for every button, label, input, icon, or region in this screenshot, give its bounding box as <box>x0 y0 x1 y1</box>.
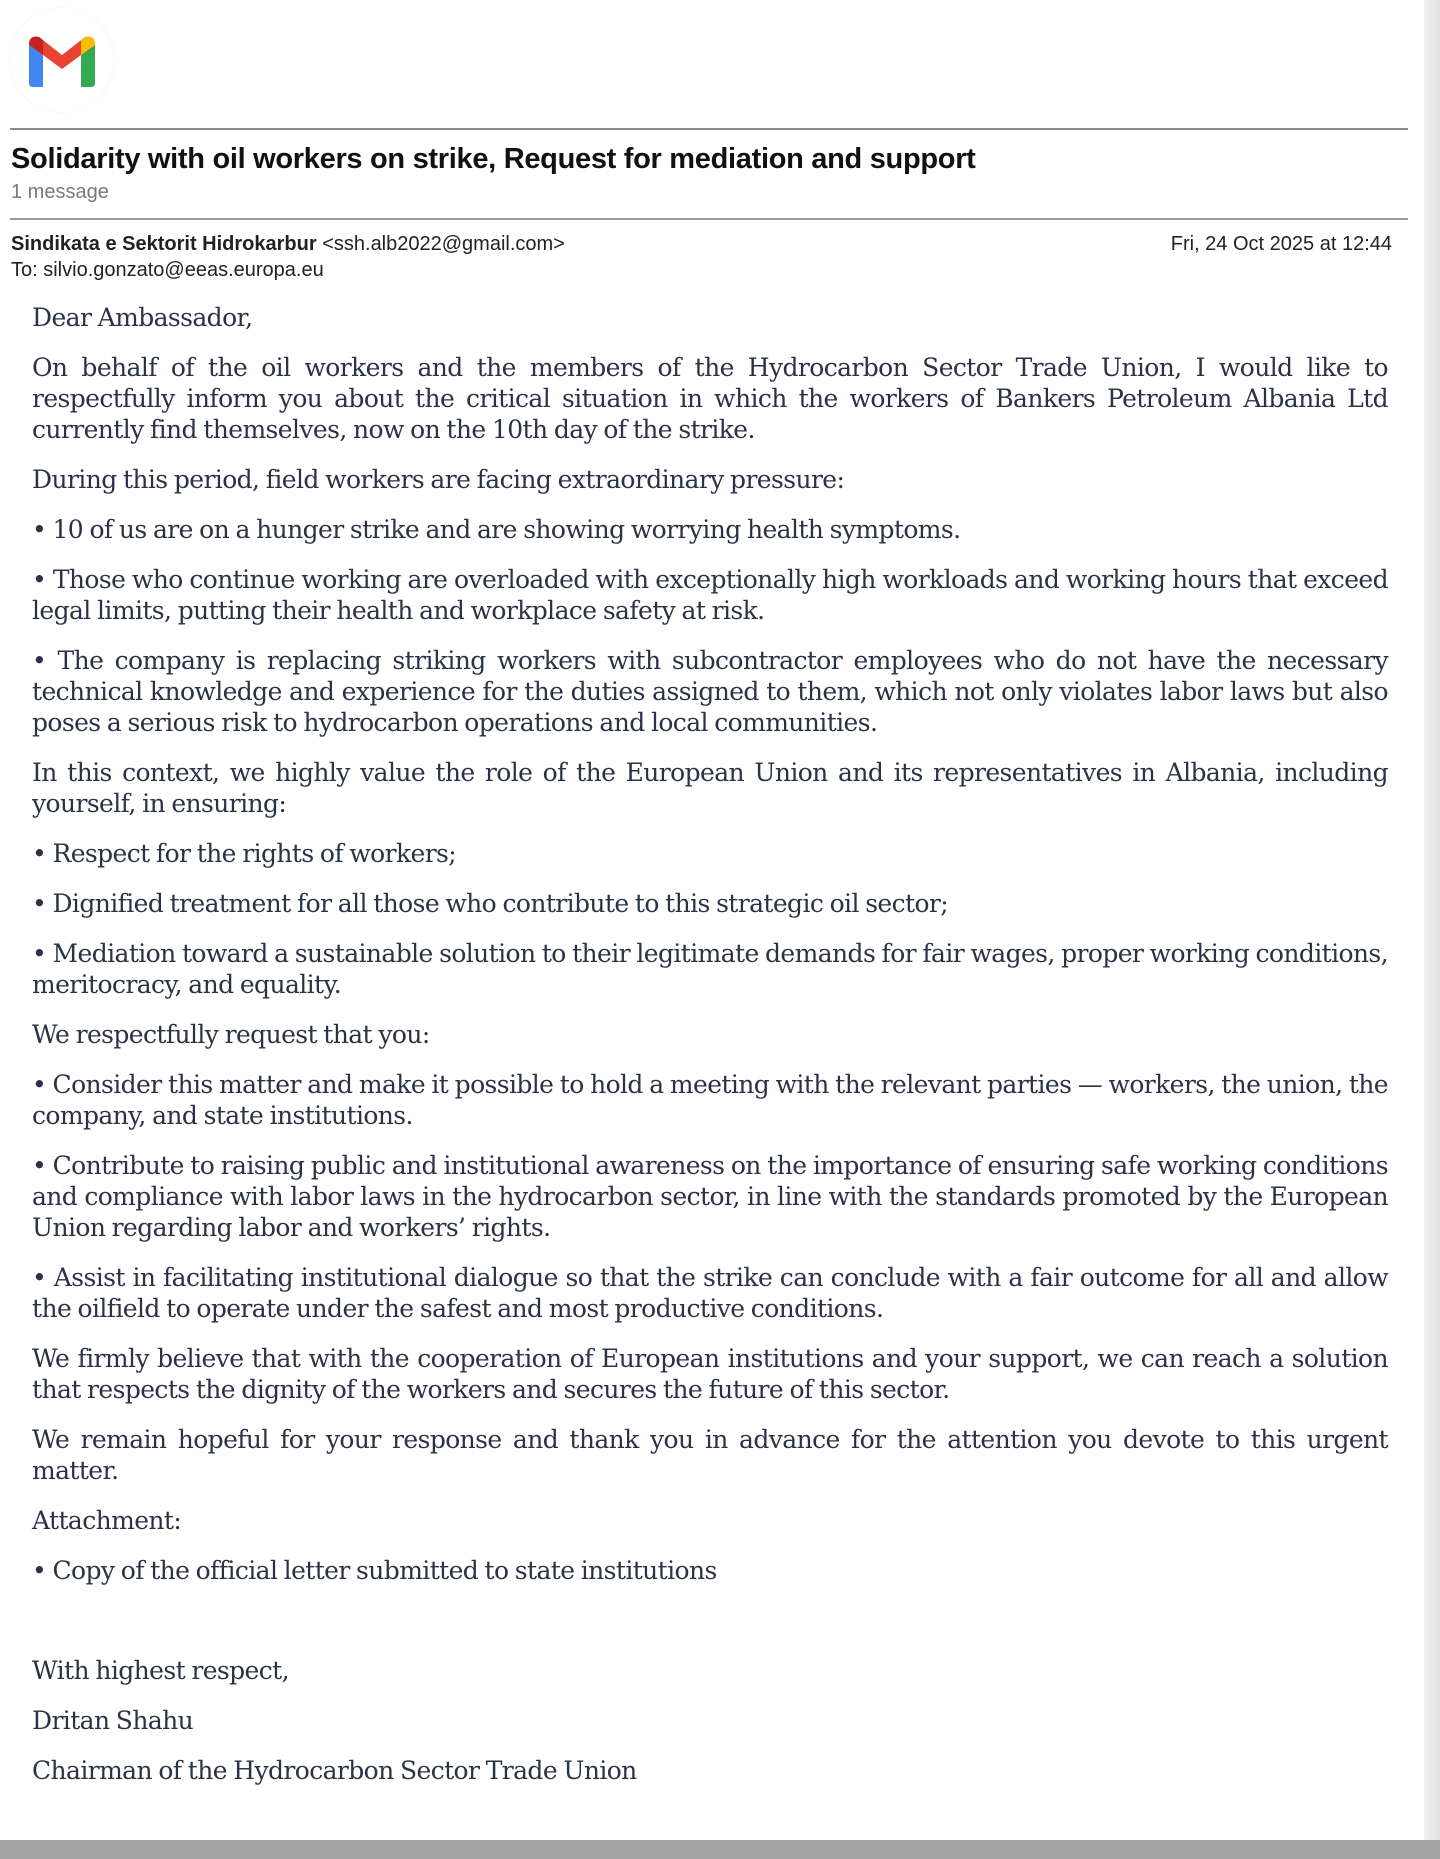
list-item: • Assist in facilitating institutional dialogue so that the strike can conclude with a fair outcome for all and allow the oilfield to operate under the safest and most productive conditions. <box>32 1263 1388 1323</box>
sender-name: Sindikata e Sektorit Hidrokarbur <box>11 233 317 255</box>
context-paragraph: In this context, we highly value the role of the European Union and its representatives in Albania, including yourself, in ensuring: <box>32 758 1388 818</box>
gmail-logo <box>10 8 114 112</box>
attachment-label: Attachment: <box>32 1506 182 1535</box>
gmail-logo-icon <box>25 31 99 89</box>
signer-title: Chairman of the Hydrocarbon Sector Trade Union <box>32 1756 637 1785</box>
pressure-intro: During this period, field workers are facing extraordinary pressure: <box>32 465 845 494</box>
hopeful-paragraph: We remain hopeful for your response and thank you in advance for the attention you devote to this urgent matter. <box>32 1425 1388 1485</box>
recipient-line: To: silvio.gonzato@eeas.europa.eu <box>11 259 324 281</box>
list-item: • The company is replacing striking workers with subcontractor employees who do not have the necessary technical knowledge and experience for the duties assigned to them, which not only violates labor laws but also poses a serious risk to hydrocarbon operations and local communities. <box>32 646 1388 737</box>
header-divider <box>10 128 1408 130</box>
request-intro: We respectfully request that you: <box>32 1020 430 1049</box>
signer-name: Dritan Shahu <box>32 1706 194 1735</box>
closing: With highest respect, <box>32 1656 289 1685</box>
email-body <box>32 302 1388 1805</box>
spacer <box>32 1605 1388 1655</box>
scrollbar-track[interactable] <box>1424 0 1440 1840</box>
list-item: • Respect for the rights of workers; <box>32 839 457 868</box>
sender-email[interactable]: <ssh.alb2022@gmail.com> <box>322 233 565 255</box>
list-item: • Mediation toward a sustainable solution to their legitimate demands for fair wages, proper working conditions, meritocracy, and equality. <box>32 939 1388 999</box>
list-item: • Those who continue working are overloaded with exceptionally high workloads and working hours that exceed legal limits, putting their health and workplace safety at risk. <box>32 565 1388 625</box>
intro-paragraph: On behalf of the oil workers and the members of the Hydrocarbon Sector Trade Union, I would like to respectfully inform you about the critical situation in which the workers of Bankers Petroleum Albania Ltd currently find themselves, now on the 10th day of the strike. <box>32 353 1388 444</box>
attachment-item: • Copy of the official letter submitted to state institutions <box>32 1556 717 1585</box>
message-count: 1 message <box>11 181 109 203</box>
email-subject: Solidarity with oil workers on strike, Request for mediation and support <box>11 143 976 175</box>
greeting: Dear Ambassador, <box>32 303 253 332</box>
subject-divider <box>10 218 1408 220</box>
list-item: • Contribute to raising public and institutional awareness on the importance of ensuring safe working conditions and compliance with labor laws in the hydrocarbon sector, in line with the standards promoted by the European Union regarding labor and workers’ rights. <box>32 1151 1388 1242</box>
belief-paragraph: We firmly believe that with the cooperation of European institutions and your support, we can reach a solution that respects the dignity of the workers and secures the future of this sector. <box>32 1344 1388 1404</box>
message-date: Fri, 24 Oct 2025 at 12:44 <box>1170 233 1392 255</box>
list-item: • Dignified treatment for all those who contribute to this strategic oil sector; <box>32 889 949 918</box>
bottom-bar <box>0 1840 1440 1859</box>
list-item: • Consider this matter and make it possible to hold a meeting with the relevant parties — workers, the union, the company, and state institutions. <box>32 1070 1388 1130</box>
sender-line <box>11 233 565 256</box>
list-item: • 10 of us are on a hunger strike and are showing worrying health symptoms. <box>32 515 961 544</box>
